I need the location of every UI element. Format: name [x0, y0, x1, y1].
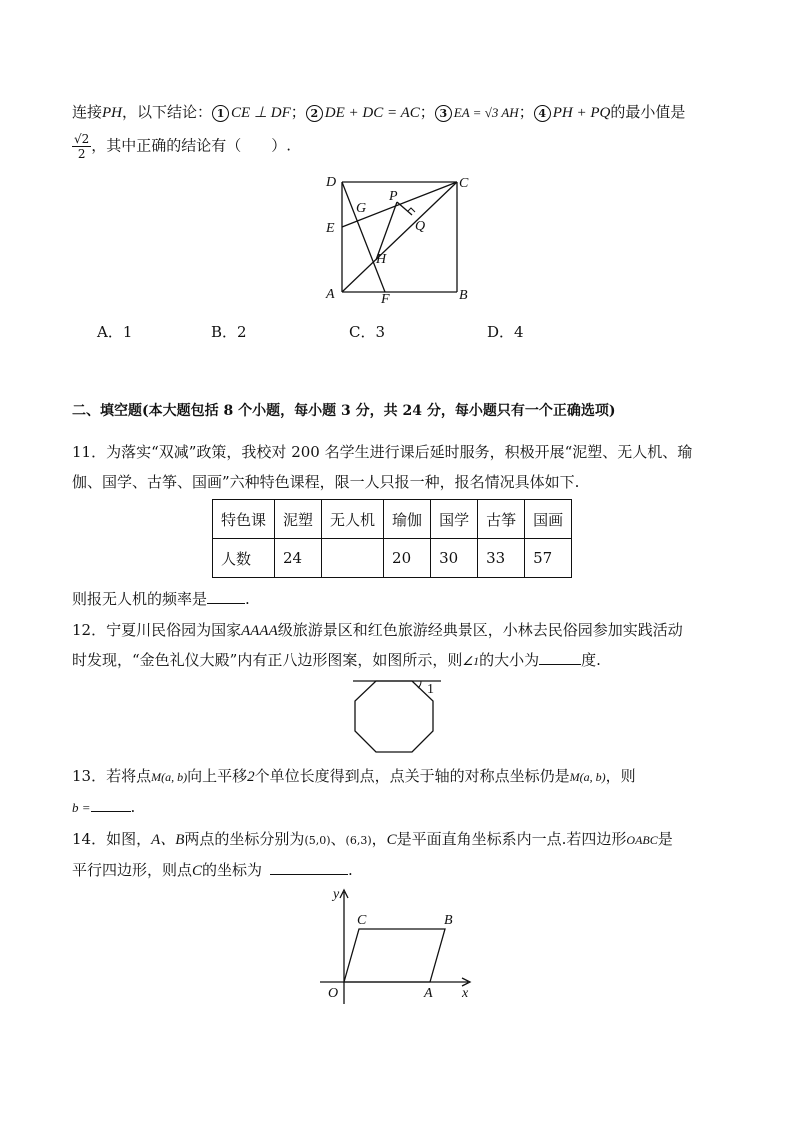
label-P: P [389, 189, 398, 204]
option-d[interactable]: D．4 [487, 323, 524, 341]
q11-line2: 伽、国学、古筝、国画”六种特色课程，限一人只报一种，报名情况具体如下. [72, 473, 580, 491]
circled-3: 3 [435, 105, 452, 122]
q12-line2: 时发现，“金色礼仪大殿”内有正八边形图案，如图所示，则∠1的大小为 度. [72, 651, 601, 669]
label-A: A [326, 287, 335, 302]
label-B: B [444, 913, 453, 928]
option-b[interactable]: B．2 [211, 323, 247, 341]
table-cell: 33 [478, 539, 525, 578]
q12-line1: 12．宁夏川民俗园为国家AAAA级旅游景区和红色旅游经典景区，小林去民俗园参加实践活动 [72, 621, 683, 639]
table-cell: 古筝 [478, 500, 525, 539]
answer-blank[interactable] [270, 860, 348, 875]
course-table [212, 499, 572, 578]
table-cell: 国画 [525, 500, 572, 539]
table-cell [322, 539, 384, 578]
axis-label-y: y [333, 887, 340, 902]
label-E: E [326, 221, 335, 236]
axis-label-x: x [462, 986, 469, 1001]
label-D: D [326, 175, 337, 190]
circled-1: 1 [212, 105, 229, 122]
label-A: A [424, 986, 433, 1001]
table-cell: 人数 [213, 539, 275, 578]
q10-line2: $\frac{√2}{2}$ ，其中正确的结论有（ ）. [74, 132, 292, 161]
answer-blank[interactable] [207, 589, 245, 604]
answer-blank[interactable] [91, 797, 131, 812]
fraction: $\frac{√2}{2}$ [74, 132, 90, 161]
label-O: O [328, 986, 339, 1001]
q10-square-figure [320, 172, 480, 312]
circled-4: 4 [534, 105, 551, 122]
table-cell: 20 [384, 539, 431, 578]
table-cell: 瑜伽 [384, 500, 431, 539]
option-c[interactable]: C．3 [349, 323, 386, 341]
q14-line1: 14．如图，A、B两点的坐标分别为(5,0)、(6,3)，C是平面直角坐标系内一点.若四边形OABC是 [72, 830, 673, 848]
section-heading: 二、填空题(本大题包括 8 个小题，每小题 3 分，共 24 分，每小题只有一个正确选项) [72, 403, 616, 419]
table-cell: 无人机 [322, 500, 384, 539]
label-C: C [459, 176, 469, 191]
q11-line1: 11．为落实“双减”政策，我校对 200 名学生进行课后延时服务，积极开展“泥塑、无人机、瑜 [72, 443, 693, 461]
table-cell: 特色课 [213, 500, 275, 539]
parallelogram-figure [318, 886, 478, 1011]
q13-line2: b = . [72, 798, 136, 816]
q14-line2: 平行四边形，则点C的坐标为 . [72, 861, 353, 879]
answer-blank[interactable] [539, 650, 581, 665]
label-H: H [376, 252, 387, 267]
table-cell: 57 [525, 539, 572, 578]
label-F: F [381, 292, 390, 307]
q11-question: 则报无人机的频率是 . [72, 590, 250, 608]
octagon-figure [355, 676, 445, 756]
table-cell: 24 [275, 539, 322, 578]
angle-label-1: 1 [427, 682, 434, 697]
option-a[interactable]: A．1 [97, 323, 133, 341]
table-row [213, 539, 572, 578]
table-cell: 国学 [431, 500, 478, 539]
label-C: C [357, 913, 367, 928]
table-header-row [213, 500, 572, 539]
table-cell: 泥塑 [275, 500, 322, 539]
label-G: G [356, 201, 367, 216]
label-Q: Q [415, 219, 426, 234]
label-B: B [459, 288, 468, 303]
circled-2: 2 [306, 105, 323, 122]
q10-line1: 连接PH，以下结论： 1 CE ⊥ DF； 2 DE + DC = AC； 3 EA = √3 AH； 4 PH + PQ的最小值是 [72, 103, 686, 121]
q13-line1: 13．若将点M(a, b)向上平移2个单位长度得到点，点关于轴的对称点坐标仍是M(a, b)，则 [72, 767, 636, 785]
table-cell: 30 [431, 539, 478, 578]
